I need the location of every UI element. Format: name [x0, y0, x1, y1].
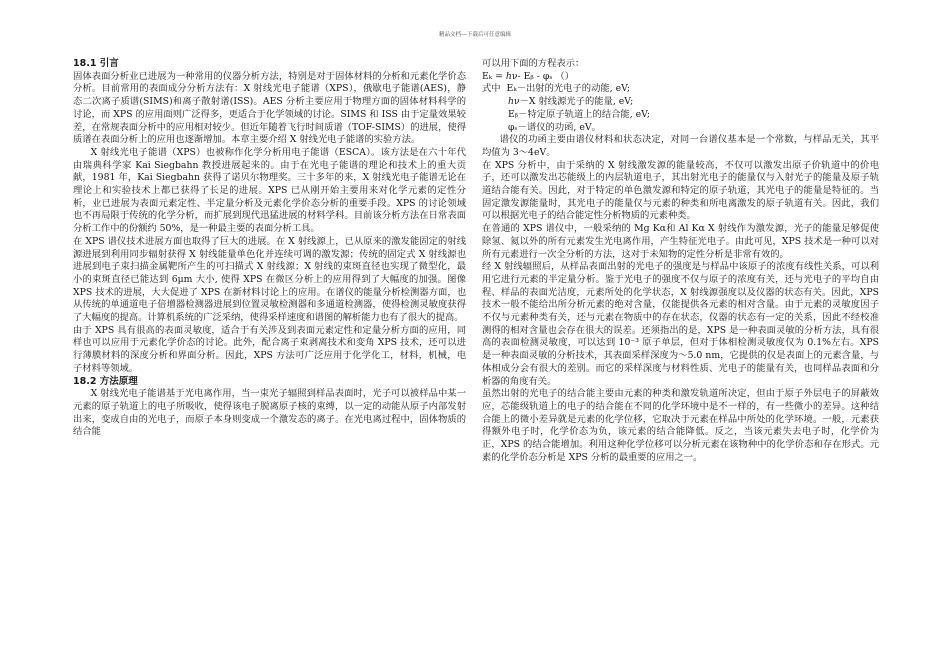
page-header: 精品文档---下载后可任意编辑: [439, 32, 511, 38]
paragraph: X 射线光电子能谱（XPS）也被称作化学分析用电子能谱（ESCA）。该方法是在六十年代由瑞典科学家 Kai Siegbahn 教授进展起来的。由于在光电子能谱的理论和技术上的重大贡献，1981 年，Kai Siegbahn 获得了诺贝尔物理奖。三十多年的来，X 射线光电子能谱无论在理论上和实验技术上都已获得了长足的进展。XPS 已从刚开始主要用来对化学元素的定性分析，业已进展为表面元素定性、半定量分析及元素化学价态分析的重要手段。XPS 的讨论领域也不再局限于传统的化学分析，而扩展到现代迅猛进展的材料学科。目前该分析方法在日常表面分析工作中的份额约 50%，是一种最主要的表面分析工具。: [73, 146, 466, 235]
definition-item: ℎν－X 射线源光子的能量, eV;: [508, 96, 634, 108]
definition-item: Eₖ－出射的光电子的动能, eV;: [506, 83, 631, 95]
right-column: [482, 58, 879, 465]
paragraph: 虽然出射的光电子的结合能主要由元素的种类和激发轨道所决定，但由于原子外层电子的屏蔽效应，芯能级轨道上的电子的结合能在不同的化学环境中是不一样的，有一些微小的差异。这种结合能上的微小差异就是元素的化学位移，它取决于元素在样品中所处的化学环境。一般，元素获得额外电子时，化学价态为负，该元素的结合能降低。反之，当该元素失去电子时，化学价为正，XPS 的结合能增加。利用这种化学位移可以分析元素在该物种中的化学价态和存在形式。元素的化学价态分析是 XPS 分析的最重要的应用之一。: [482, 388, 879, 463]
paragraph: 固体表面分析业已进展为一种常用的仪器分析方法，特别是对于固体材料的分析和元素化学价态分析。目前常用的表面成分分析方法有：X 射线光电子能谱（XPS），俄歇电子能谱(AES)，静态二次离子质谱(SIMS)和离子散射谱(ISS)。AES 分析主要应用于物理方面的固体材料科学的讨论，而 XPS 的应用面则广泛得多，更适合于化学领域的讨论。SIMS 和 ISS 由于定量效果较差，在常规表面分析中的应用相对较少。但近年随着飞行时间质谱（TOF-SIMS）的进展，使得质谱在表面分析上的应用也逐渐增加。本章主要介绍 X 射线光电子能谱的实验方法。: [73, 70, 466, 146]
paragraph: 由于 XPS 具有很高的表面灵敏度，适合于有关涉及到表面元素定性和定量分析方面的应用，同样也可以应用于元素化学价态的讨论。此外，配合离子束剥离技术和变角 XPS 技术，还可以进行薄膜材料的深度分析和界面分析。因此，XPS 方法可广泛应用于化学化工，材料，机械，电子材料等领域。: [73, 324, 466, 374]
definition-label: 式中: [482, 83, 501, 95]
paragraph: 在 XPS 分析中，由于采纳的 X 射线激发源的能量较高，不仅可以激发出原子价轨道中的价电子，还可以激发出芯能级上的内层轨道电子，其出射光电子的能量仅与入射光子的能量及原子轨道结合能有关。因此，对于特定的单色激发源和特定的原子轨道，其光电子的能量是特征的。当固定激发源能量时，其光电子的能量仅与元素的种类和所电离激发的原子轨道有关。因此，我们可以根据光电子的结合能定性分析物质的元素种类。: [482, 159, 879, 222]
paragraph: 可以用下面的方程表示：: [482, 58, 585, 69]
definition-item: Eᵦ－特定原子轨道上的结合能, eV;: [508, 108, 651, 120]
paragraph: 在 XPS 谱仪技术进展方面也取得了巨大的进展。在 X 射线源上，已从原来的激发能固定的射线源进展到利用同步辐射获得 X 射线能量单色化并连续可调的激发源；传统的固定式 X 射线源也进展到电子束扫描金属靶所产生的可扫描式 X 射线源；X 射线的束斑直径也实现了微型化，最小的束斑直径已能达到 6μm 大小, 使得 XPS 在微区分析上的应用得到了大幅度的加强。图像 XPS 技术的进展，大大促进了 XPS 在新材料讨论上的应用。在谱仪的能量分析检测器方面，也从传统的单通道电子倍增器检测器进展到位置灵敏检测器和多通道检测器，使得检测灵敏度获得了大幅度的提高。计算机系统的广泛采纳，使得采样速度和谱图的解析能力也有了很大的提高。: [73, 235, 466, 324]
paragraph: 经 X 射线辐照后，从样品表面出射的光电子的强度是与样品中该原子的浓度有线性关系，可以利用它进行元素的半定量分析。鉴于光电子的强度不仅与原子的浓度有关，还与光电子的平均自由程、样品的表面光洁度，元素所处的化学状态，X 射线源强度以及仪器的状态有关。因此，XPS 技术一般不能给出所分析元素的绝对含量，仅能提供各元素的相对含量。由于元素的灵敏度因子不仅与元素种类有关，还与元素在物质中的存在状态，仪器的状态有一定的关系，因此不经校准测得的相对含量也会存在很大的误差。还须指出的是，XPS 是一种表面灵敏的分析方法，具有很高的表面检测灵敏度，可以达到 10⁻³ 原子单层，但对于体相检测灵敏度仅为 0.1%左右。XPS 是一种表面灵敏的分析技术，其表面采样深度为～5.0 nm，它提供的仅是表面上的元素含量，与体相成分会有很大的差别。而它的采样深度与材料性质、光电子的能量有关，也同样品表面和分析器的角度有关。: [482, 261, 879, 387]
definition-item: φₛ－谱仪的功函, eV。: [508, 121, 601, 133]
section-heading-intro: 18.1 引言: [73, 58, 119, 69]
equation-definitions: [482, 83, 879, 134]
paragraph: 在普通的 XPS 谱仪中，一般采纳的 Mg Kα和 Al Kα X 射线作为激发源，光子的能量足够促使除氢、氦以外的所有元素发生光电离作用，产生特征光电子。由此可见，XPS 技术是一种可以对所有元素进行一次全分析的方法，这对于未知物的定性分析是非常有效的。: [482, 223, 879, 260]
paragraph: 谱仪的功函主要由谱仪材料和状态决定，对同一台谱仪基本是一个常数，与样品无关，其平均值为 3～4eV。: [482, 134, 879, 158]
left-column: [73, 58, 466, 439]
paragraph: X 射线光电子能谱基于光电离作用，当一束光子辐照到样品表面时，光子可以被样品中某一元素的原子轨道上的电子所吸收，使得该电子脱离原子核的束缚，以一定的动能从原子内部发射出来，变成自由的光电子，而原子本身则变成一个激发态的离子。在光电离过程中，固体物质的结合能: [73, 388, 466, 438]
equation: Eₖ = ℎν- Eᵦ - φₛ （）: [482, 70, 575, 82]
section-heading-principle: 18.2 方法原理: [73, 375, 138, 387]
